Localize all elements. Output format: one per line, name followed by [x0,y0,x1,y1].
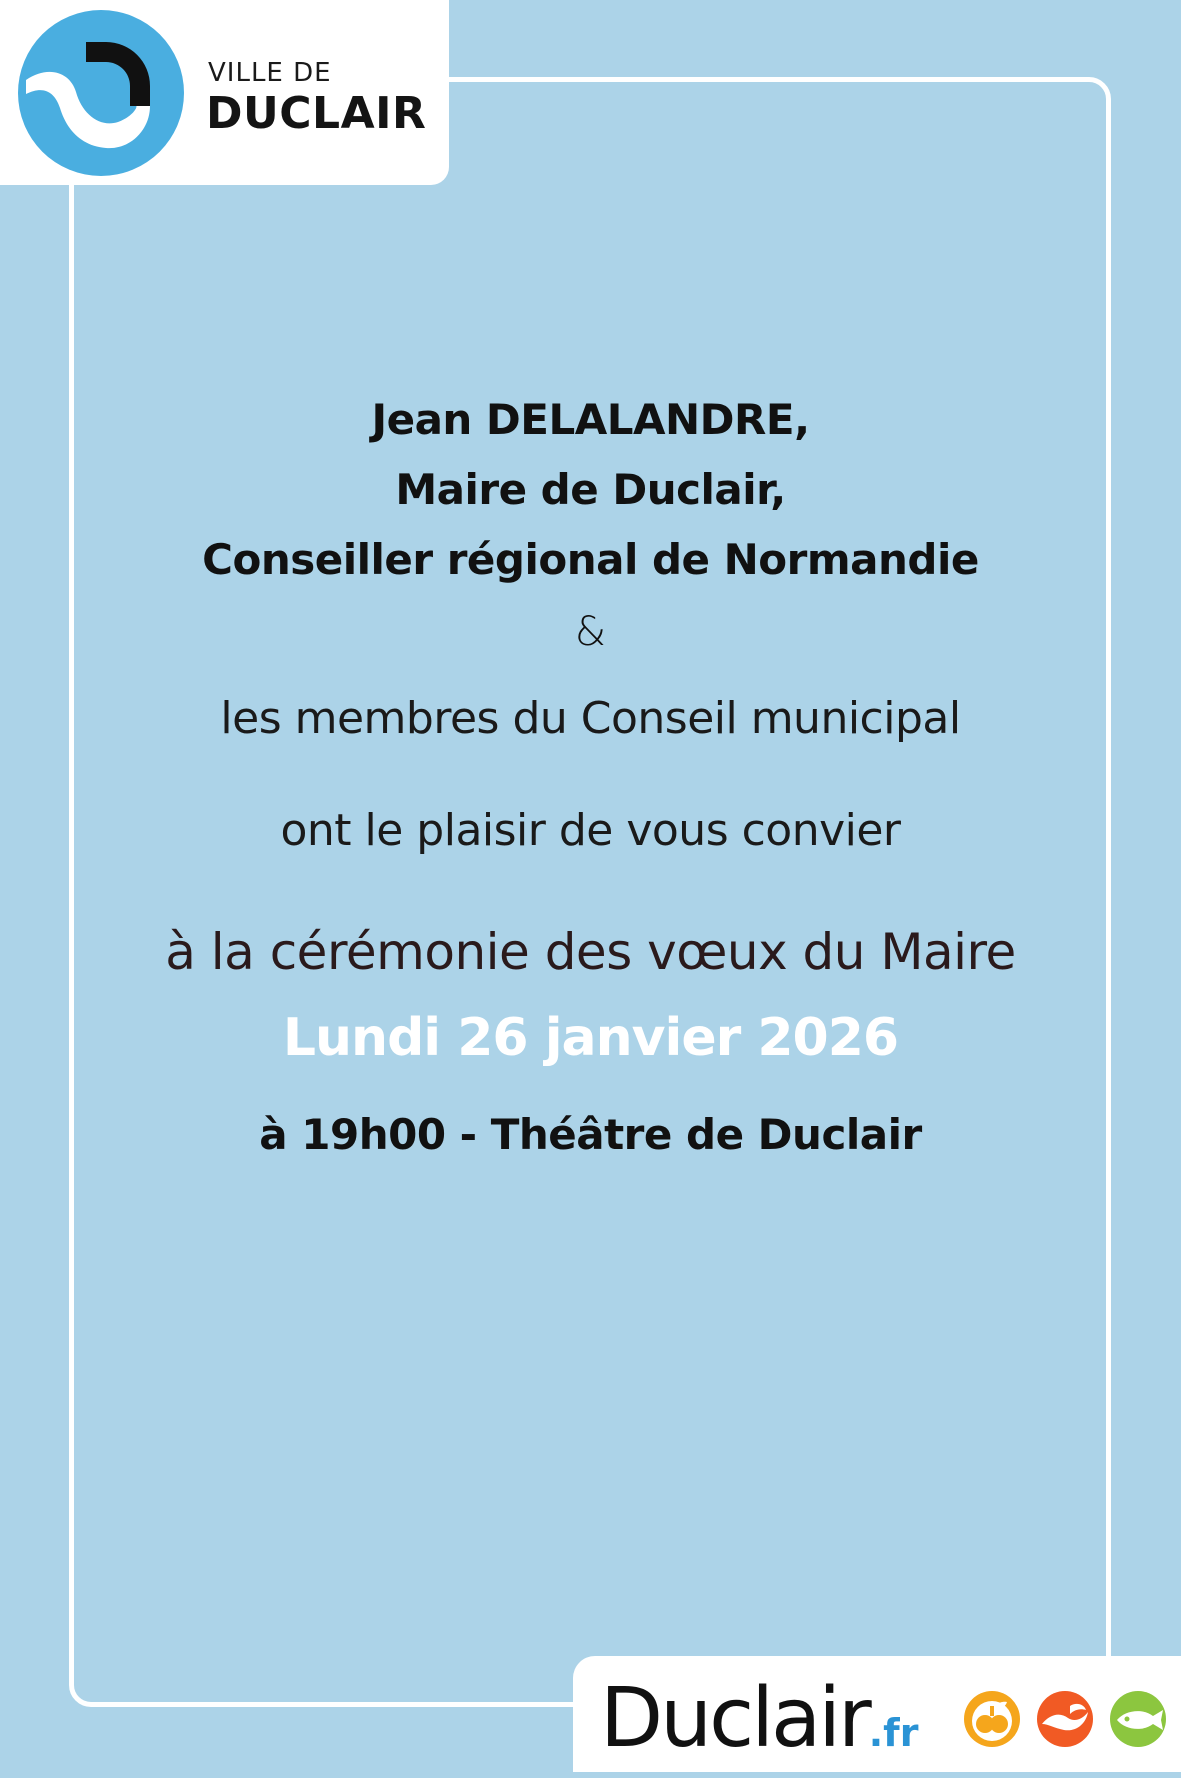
council-members: les membres du Conseil municipal [220,693,961,744]
invite-text: ont le plaisir de vous convier [280,805,901,856]
duclair-logo-icon [18,10,184,176]
footer-branding [573,1656,1181,1772]
bird-icon [1036,1690,1094,1748]
footer-site-tld: .fr [868,1711,919,1755]
fish-icon [1109,1690,1167,1748]
host-name: Jean DELALANDRE, [371,395,810,444]
host-title-regional: Conseiller régional de Normandie [202,535,979,584]
event-time-place: à 19h00 - Théâtre de Duclair [259,1110,922,1159]
footer-site-name: Duclair [600,1671,869,1766]
event-date: Lundi 26 janvier 2026 [282,1008,899,1068]
host-title-mayor: Maire de Duclair, [395,465,786,514]
event-name: à la cérémonie des vœux du Maire [165,923,1016,981]
footer-icons [963,1690,1177,1748]
ampersand: & [574,609,607,655]
city-logo [0,0,449,185]
invitation-text [0,385,1181,1163]
logo-city-name: DUCLAIR [206,88,427,139]
footer-website [600,1671,919,1778]
logo-ville-text: VILLE DE [208,58,332,88]
apple-icon [963,1690,1021,1748]
